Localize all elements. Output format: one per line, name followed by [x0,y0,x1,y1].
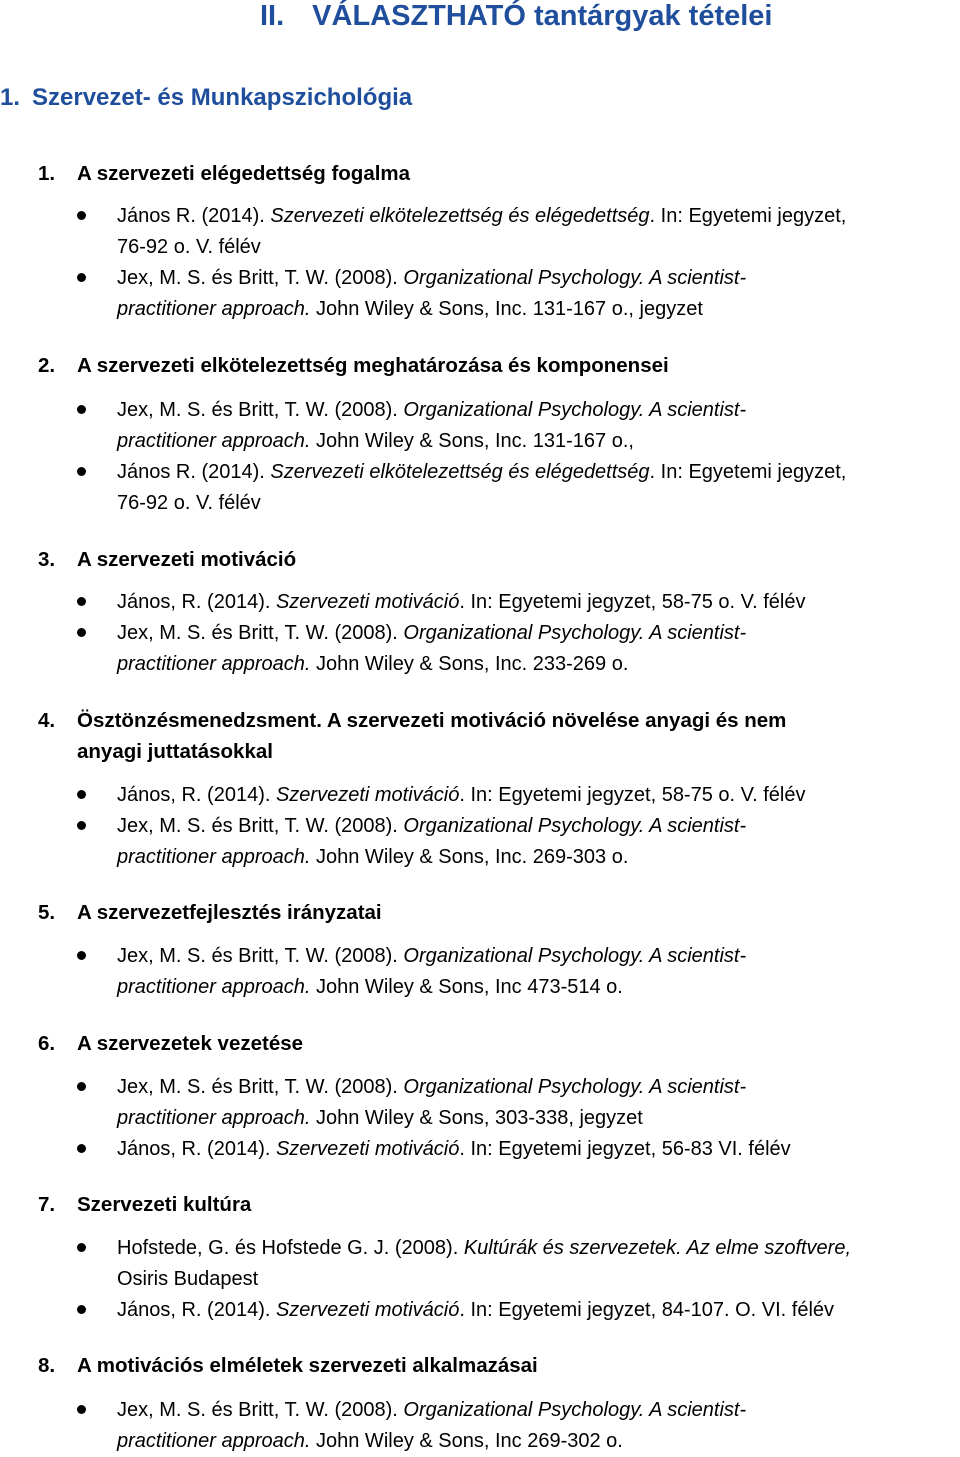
topic-number: 3. [38,548,56,571]
ref-text: János, R. (2014). [117,1138,276,1160]
topic-heading [38,705,786,767]
ref-text: Jex, M. S. és Britt, T. W. (2008). [117,1399,404,1421]
main-heading [260,0,773,33]
ref-title: Szervezeti motiváció [275,1138,460,1160]
ref-text: 76-92 o. V. félév [117,492,261,514]
subject-heading [0,84,412,112]
ref-text: 76-92 o. V. félév [117,236,261,258]
topic-title: A szervezeti motiváció [77,548,297,571]
topic-heading [38,158,410,189]
ref-text: . In: Egyetemi jegyzet, [649,205,847,227]
ref-text: John Wiley & Sons, Inc. 131-167 o., [310,430,634,452]
bullet-icon [77,1405,86,1414]
bullet-icon [77,790,86,799]
topic-number: 1. [38,162,56,185]
topic-number: 8. [38,1354,56,1377]
topic-number: 4. [38,709,56,732]
ref-title: Organizational Psychology. A scientist- [403,267,747,289]
bullet-icon [77,1144,86,1153]
topic-title: A szervezeti elégedettség fogalma [77,162,411,185]
ref-text: Jex, M. S. és Britt, T. W. (2008). [117,945,404,967]
ref-title: practitioner approach. [117,1430,311,1452]
ref-title: Organizational Psychology. A scientist- [403,622,747,644]
ref-title: practitioner approach. [117,846,311,868]
topic-title: Szervezeti kultúra [77,1193,252,1216]
ref-title: practitioner approach. [117,298,311,320]
bullet-icon [77,597,86,606]
bullet-icon [77,273,86,282]
topic-number: 2. [38,354,56,377]
reference-item [117,1395,960,1457]
topic-title: A motivációs elméletek szervezeti alkalmazásai [77,1354,538,1377]
ref-title: Szervezeti elkötelezettség és elégedettség [270,205,650,227]
subject-title: Szervezet- és Munkapszichológia [32,84,413,111]
topic-number: 6. [38,1032,56,1055]
ref-text: John Wiley & Sons, Inc. 131-167 o., jegyzet [310,298,703,320]
ref-text: . In: Egyetemi jegyzet, 58-75 o. V. félév [459,591,806,613]
reference-item [117,263,960,325]
ref-text: Jex, M. S. és Britt, T. W. (2008). [117,1076,404,1098]
topic-heading [38,897,382,928]
reference-item [117,395,960,457]
ref-text: John Wiley & Sons, Inc. 269-303 o. [310,846,629,868]
ref-title: Organizational Psychology. A scientist- [403,815,747,837]
ref-text: Jex, M. S. és Britt, T. W. (2008). [117,815,404,837]
ref-title: practitioner approach. [117,430,311,452]
ref-text: János, R. (2014). [117,591,276,613]
subject-number: 1. [0,84,21,111]
ref-text: . In: Egyetemi jegyzet, [649,461,847,483]
ref-text: János R. (2014). [117,461,271,483]
topic-heading [38,350,669,381]
ref-title: Kultúrák és szervezetek. Az elme szoftvere, [463,1237,852,1259]
ref-text: . In: Egyetemi jegyzet, 56-83 VI. félév [459,1138,791,1160]
ref-text: . In: Egyetemi jegyzet, 58-75 o. V. félév [459,784,806,806]
reference-item [117,618,960,680]
ref-title: practitioner approach. [117,653,311,675]
bullet-icon [77,405,86,414]
ref-text: Jex, M. S. és Britt, T. W. (2008). [117,622,404,644]
topic-heading [38,1350,538,1381]
topic-number: 5. [38,901,56,924]
bullet-icon [77,628,86,637]
topic-title-continued: anyagi juttatásokkal [77,740,273,763]
topic-title: A szervezeti elkötelezettség meghatározása és komponensei [77,354,669,377]
ref-title: Szervezeti motiváció [275,1299,460,1321]
ref-text: János R. (2014). [117,205,271,227]
ref-text: Jex, M. S. és Britt, T. W. (2008). [117,399,404,421]
main-heading-number: II. [260,0,285,32]
ref-text: Osiris Budapest [117,1268,259,1290]
topic-title: A szervezetfejlesztés irányzatai [77,901,382,924]
main-heading-title: VÁLASZTHATÓ tantárgyak tételei [312,0,773,32]
bullet-icon [77,211,86,220]
reference-item [117,1134,960,1165]
reference-item [117,1072,960,1134]
topic-heading [38,1028,303,1059]
bullet-icon [77,1305,86,1314]
topic-title: Ösztönzésmenedzsment. A szervezeti motiváció növelése anyagi és nem [77,709,787,732]
reference-item [117,1295,960,1326]
topic-heading [38,544,296,575]
ref-text: John Wiley & Sons, Inc 269-302 o. [310,1430,623,1452]
ref-title: Szervezeti motiváció [275,591,460,613]
topic-number: 7. [38,1193,56,1216]
topic-heading [38,1189,251,1220]
ref-text: János, R. (2014). [117,1299,276,1321]
ref-title: Organizational Psychology. A scientist- [403,1076,747,1098]
bullet-icon [77,1243,86,1252]
ref-text: . In: Egyetemi jegyzet, 84-107. O. VI. félév [459,1299,835,1321]
reference-item [117,941,960,1003]
reference-item [117,811,960,873]
ref-text: Jex, M. S. és Britt, T. W. (2008). [117,267,404,289]
ref-text: John Wiley & Sons, Inc 473-514 o. [310,976,623,998]
ref-title: practitioner approach. [117,976,311,998]
ref-title: Szervezeti elkötelezettség és elégedettség [270,461,650,483]
reference-item [117,457,960,519]
reference-item [117,780,960,811]
ref-title: Organizational Psychology. A scientist- [403,945,747,967]
ref-title: Szervezeti motiváció [275,784,460,806]
bullet-icon [77,467,86,476]
ref-title: Organizational Psychology. A scientist- [403,1399,747,1421]
ref-title: Organizational Psychology. A scientist- [403,399,747,421]
reference-item [117,587,960,618]
ref-text: John Wiley & Sons, Inc. 233-269 o. [310,653,629,675]
bullet-icon [77,821,86,830]
bullet-icon [77,951,86,960]
bullet-icon [77,1082,86,1091]
topic-title: A szervezetek vezetése [77,1032,304,1055]
reference-item [117,1233,960,1295]
ref-text: John Wiley & Sons, 303-338, jegyzet [310,1107,643,1129]
ref-text: János, R. (2014). [117,784,276,806]
ref-title: practitioner approach. [117,1107,311,1129]
ref-text: Hofstede, G. és Hofstede G. J. (2008). [117,1237,464,1259]
reference-item [117,201,960,263]
